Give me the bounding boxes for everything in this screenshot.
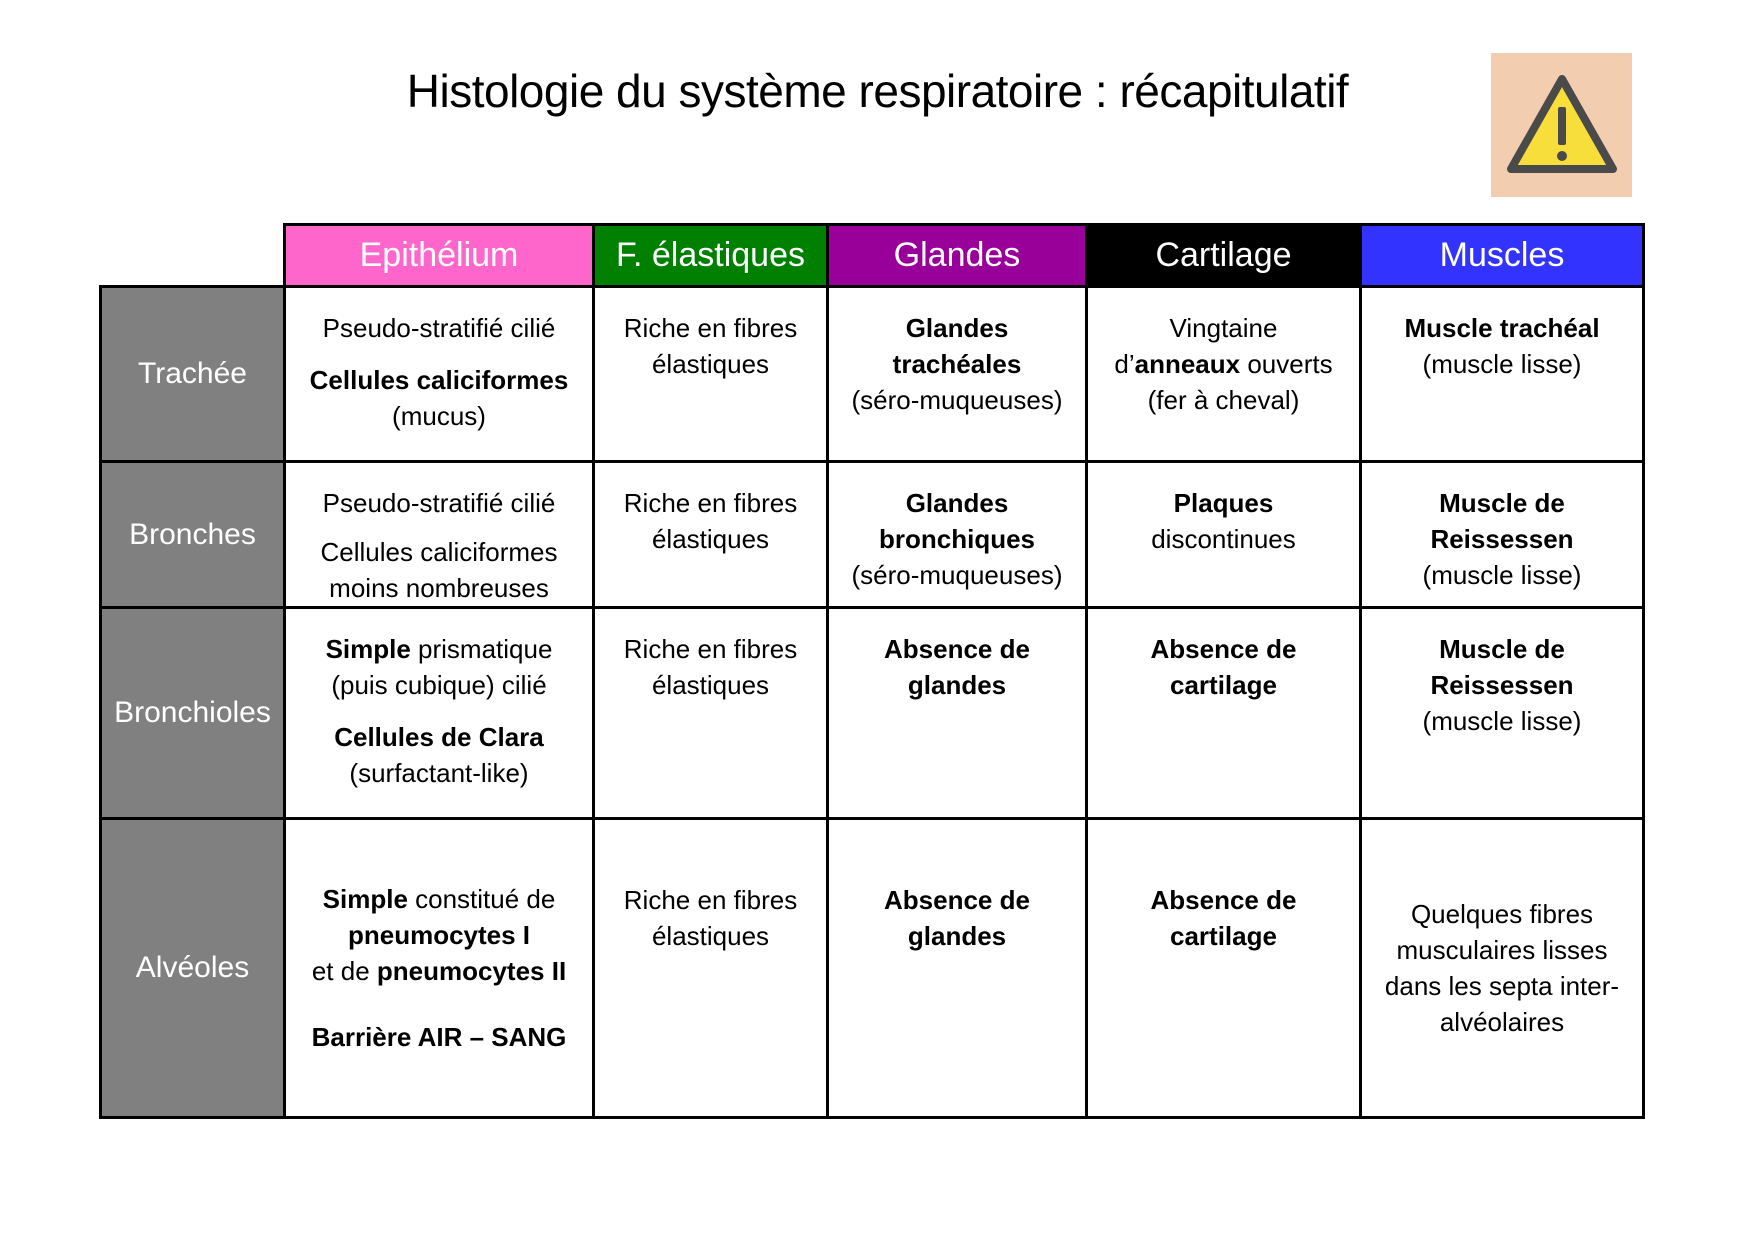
cell-line bbox=[906, 485, 1009, 521]
text: (surfactant-like) bbox=[349, 758, 529, 788]
cell-line bbox=[1397, 932, 1608, 968]
column-header-label: Epithélium bbox=[359, 236, 519, 274]
cell-line bbox=[1423, 703, 1582, 739]
bold-text: Reissessen bbox=[1430, 524, 1574, 554]
bold-text: pneumocytes I bbox=[347, 920, 531, 950]
bold-text: bronchiques bbox=[878, 524, 1035, 554]
text: Riche en fibres bbox=[623, 488, 798, 518]
bold-text: cartilage bbox=[1170, 921, 1277, 951]
cell-line bbox=[652, 667, 769, 703]
text: Cellules caliciformes bbox=[320, 537, 558, 567]
bold-text: Glandes bbox=[905, 313, 1009, 343]
text: musculaires lisses bbox=[1396, 935, 1608, 965]
row-label-text: Trachée bbox=[138, 357, 247, 390]
cell-line bbox=[624, 882, 797, 918]
cell-line bbox=[852, 557, 1063, 593]
text: élastiques bbox=[651, 524, 770, 554]
cell-line bbox=[624, 631, 797, 667]
column-header-4 bbox=[1085, 223, 1362, 288]
text: alvéolaires bbox=[1439, 1007, 1565, 1037]
cell-line bbox=[329, 570, 549, 606]
cell-line bbox=[884, 882, 1030, 918]
cell-line bbox=[624, 310, 797, 346]
bold-text: Cellules de Clara bbox=[334, 722, 544, 752]
cell-line bbox=[1114, 346, 1332, 382]
column-header-label: F. élastiques bbox=[616, 236, 805, 274]
text: Pseudo-stratifié cilié bbox=[322, 313, 556, 343]
cell-line bbox=[321, 534, 558, 570]
bold-text: glandes bbox=[907, 921, 1007, 951]
cell-line bbox=[312, 953, 566, 989]
bold-text: trachéales bbox=[892, 349, 1022, 379]
table-cell bbox=[1359, 606, 1645, 820]
cell-line bbox=[1404, 310, 1599, 346]
cell-line bbox=[348, 917, 530, 953]
bold-text: glandes bbox=[907, 670, 1007, 700]
bold-text: Absence de bbox=[1150, 634, 1297, 664]
row-label-text: Alvéoles bbox=[135, 951, 250, 984]
column-header-label: Glandes bbox=[893, 236, 1021, 274]
cell-line bbox=[652, 346, 769, 382]
bold-text: Muscle trachéal bbox=[1404, 313, 1600, 343]
cell-line bbox=[652, 918, 769, 954]
cell-line bbox=[624, 485, 797, 521]
table-cell bbox=[592, 460, 829, 609]
cell-line bbox=[908, 667, 1006, 703]
cell-line bbox=[1439, 631, 1565, 667]
table-cell bbox=[826, 460, 1088, 609]
text: (puis cubique) cilié bbox=[331, 670, 547, 700]
table-cell bbox=[283, 606, 595, 820]
cell-line bbox=[310, 362, 569, 398]
cell-line bbox=[884, 631, 1030, 667]
text: et de bbox=[311, 956, 377, 986]
cell-line bbox=[326, 631, 553, 667]
text: constitué de bbox=[407, 884, 556, 914]
bold-text: Absence de bbox=[1150, 885, 1297, 915]
cell-line bbox=[1411, 896, 1593, 932]
table-cell bbox=[826, 817, 1088, 1119]
text: (séro-muqueuses) bbox=[851, 385, 1063, 415]
text: Riche en fibres bbox=[623, 885, 798, 915]
text: prismatique bbox=[410, 634, 553, 664]
column-header-5 bbox=[1359, 223, 1645, 288]
table-cell bbox=[1085, 606, 1362, 820]
text: (fer à cheval) bbox=[1147, 385, 1300, 415]
bold-text: Simple bbox=[325, 634, 411, 664]
table-cell bbox=[283, 817, 595, 1119]
column-header-1 bbox=[283, 223, 595, 288]
text: ouverts bbox=[1240, 349, 1333, 379]
row-label-text: Bronchioles bbox=[114, 696, 271, 729]
column-header-label: Muscles bbox=[1439, 236, 1565, 274]
cell-line bbox=[1170, 310, 1278, 346]
cell-line bbox=[1174, 485, 1274, 521]
table-cell bbox=[1085, 285, 1362, 463]
bold-text: Cellules caliciformes bbox=[309, 365, 569, 395]
table-cell bbox=[283, 460, 595, 609]
cell-line bbox=[323, 310, 556, 346]
warning-box bbox=[1491, 53, 1632, 197]
cell-line bbox=[323, 485, 556, 521]
row-label-text: Bronches bbox=[129, 517, 256, 551]
row-label-2 bbox=[99, 460, 286, 609]
text: Riche en fibres bbox=[623, 634, 798, 664]
cell-line bbox=[852, 382, 1063, 418]
bold-text: Absence de bbox=[884, 634, 1030, 664]
table-cell bbox=[1359, 817, 1645, 1119]
bold-text: pneumocytes II bbox=[376, 956, 567, 986]
table-cell bbox=[1359, 285, 1645, 463]
cell-line bbox=[1170, 918, 1277, 954]
cell-line bbox=[323, 881, 556, 917]
cell-line bbox=[906, 310, 1009, 346]
table-cell bbox=[592, 817, 829, 1119]
text: moins nombreuses bbox=[329, 573, 549, 603]
cell-line bbox=[1423, 557, 1582, 593]
column-header-3 bbox=[826, 223, 1088, 288]
bold-text: Reissessen bbox=[1430, 670, 1574, 700]
text: élastiques bbox=[651, 670, 770, 700]
bold-text: Muscle de bbox=[1439, 634, 1565, 664]
text: (séro-muqueuses) bbox=[851, 560, 1063, 590]
text: dans les septa inter- bbox=[1384, 971, 1620, 1001]
bold-text: anneaux bbox=[1134, 349, 1241, 379]
text: d’ bbox=[1114, 349, 1135, 379]
bold-text: Simple bbox=[322, 884, 408, 914]
cell-line bbox=[879, 521, 1035, 557]
cell-line bbox=[392, 398, 486, 434]
cell-line bbox=[312, 1019, 567, 1055]
text: Riche en fibres bbox=[623, 313, 798, 343]
bold-text: Plaques bbox=[1173, 488, 1274, 518]
bold-text: Muscle de bbox=[1439, 488, 1565, 518]
table-cell bbox=[592, 285, 829, 463]
text: Quelques fibres bbox=[1410, 899, 1594, 929]
cell-line bbox=[334, 719, 544, 755]
bold-text: Absence de bbox=[884, 885, 1030, 915]
table-cell bbox=[826, 606, 1088, 820]
row-label-1 bbox=[99, 285, 286, 463]
table-cell bbox=[1359, 460, 1645, 609]
bold-text: cartilage bbox=[1170, 670, 1277, 700]
cell-line bbox=[1170, 667, 1277, 703]
table-cell bbox=[283, 285, 595, 463]
cell-line bbox=[908, 918, 1006, 954]
text: (mucus) bbox=[392, 401, 486, 431]
text: (muscle lisse) bbox=[1422, 706, 1582, 736]
column-header-2 bbox=[592, 223, 829, 288]
cell-line bbox=[331, 667, 546, 703]
cell-line bbox=[1148, 382, 1300, 418]
cell-line bbox=[893, 346, 1022, 382]
cell-line bbox=[1423, 346, 1582, 382]
page-title: Histologie du système respiratoire : récapitulatif bbox=[406, 65, 1349, 117]
bold-text: Glandes bbox=[905, 488, 1009, 518]
text: (muscle lisse) bbox=[1422, 349, 1582, 379]
text: (muscle lisse) bbox=[1422, 560, 1582, 590]
cell-line bbox=[1151, 631, 1297, 667]
text: élastiques bbox=[651, 349, 770, 379]
column-header-label: Cartilage bbox=[1155, 236, 1292, 274]
cell-line bbox=[349, 755, 528, 791]
cell-line bbox=[1151, 521, 1296, 557]
row-label-4 bbox=[99, 817, 286, 1119]
cell-line bbox=[1440, 1004, 1564, 1040]
cell-line bbox=[1151, 882, 1297, 918]
row-label-3 bbox=[99, 606, 286, 820]
text: discontinues bbox=[1151, 524, 1296, 554]
bold-text: Barrière AIR – SANG bbox=[311, 1022, 567, 1052]
cell-line bbox=[1430, 521, 1573, 557]
cell-line bbox=[1430, 667, 1573, 703]
table-cell bbox=[826, 285, 1088, 463]
text: Pseudo-stratifié cilié bbox=[322, 488, 556, 518]
warning-icon bbox=[1505, 73, 1619, 177]
text: Vingtaine bbox=[1169, 313, 1278, 343]
cell-line bbox=[652, 521, 769, 557]
cell-line bbox=[1385, 968, 1619, 1004]
text: élastiques bbox=[651, 921, 770, 951]
table-cell bbox=[592, 606, 829, 820]
cell-line bbox=[1439, 485, 1565, 521]
table-cell bbox=[1085, 460, 1362, 609]
table-cell bbox=[1085, 817, 1362, 1119]
